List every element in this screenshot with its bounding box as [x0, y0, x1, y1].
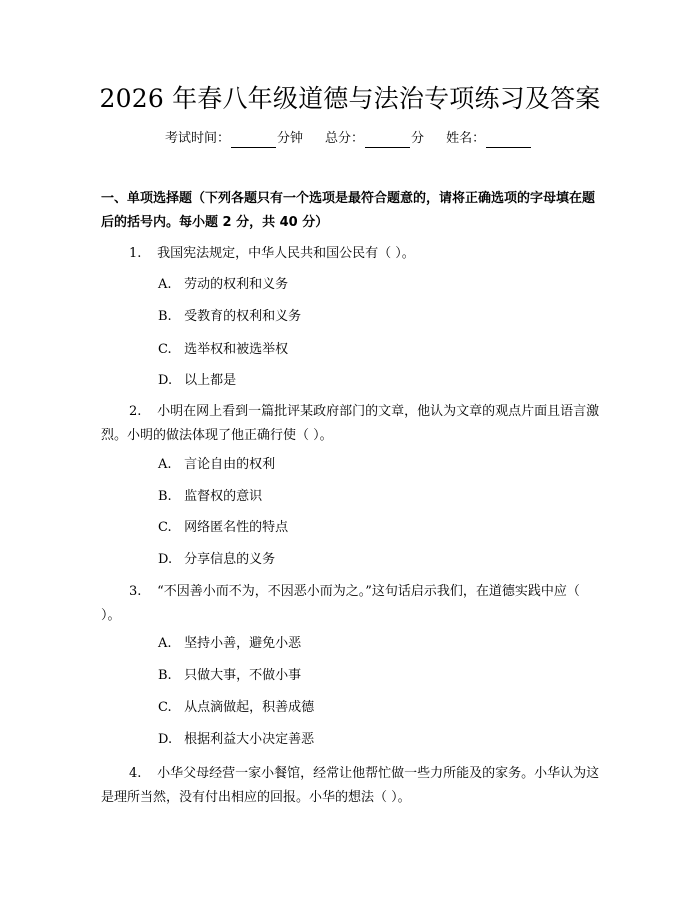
- question-3-option-a: [158, 634, 578, 654]
- question-2-option-c: [158, 518, 578, 538]
- option-text: 言论自由的权利: [184, 457, 276, 472]
- question-1-option-b: [158, 307, 578, 327]
- option-text: 选举权和被选举权: [184, 342, 289, 357]
- question-3-option-d: [158, 730, 578, 750]
- option-letter: A.: [158, 457, 172, 472]
- question-4: [101, 762, 601, 810]
- question-2: [101, 400, 601, 448]
- question-text: 我国宪法规定，中华人民共和国公民有（ ）。: [157, 246, 415, 261]
- option-text: 劳动的权利和义务: [184, 277, 289, 292]
- exam-time-label: 考试时间：: [165, 131, 231, 146]
- section-heading: 一、单项选择题（下列各题只有一个选项是最符合题意的，请将正确选项的字母填在题后的括号内。每小题 2 分，共 40 分）: [101, 191, 596, 230]
- option-letter: B.: [158, 309, 172, 324]
- option-text: 坚持小善，避免小恶: [184, 636, 302, 651]
- exam-time-field: [165, 130, 303, 148]
- question-text: “不因善小而不为，不因恶小而为之。”这句话启示我们，在道德实践中应（ ）。: [101, 584, 580, 623]
- option-text: 监督权的意识: [184, 489, 263, 504]
- question-2-option-a: [158, 455, 578, 475]
- total-score-unit: 分: [411, 131, 425, 146]
- option-letter: D.: [158, 732, 173, 747]
- question-1-option-c: [158, 340, 578, 360]
- option-text: 网络匿名性的特点: [184, 520, 289, 535]
- question-3-option-b: [158, 666, 578, 686]
- question-1: [101, 242, 601, 266]
- total-score-label: 总分：: [325, 131, 365, 146]
- question-3: [101, 580, 601, 628]
- option-letter: A.: [158, 277, 172, 292]
- question-1-option-a: [158, 275, 578, 295]
- question-2-option-b: [158, 487, 578, 507]
- student-name-label: 姓名：: [446, 131, 486, 146]
- question-text: 小华父母经营一家小餐馆，经常让他帮忙做一些力所能及的家务。小华认为这是理所当然，没有付出相应的回报。小华的想法（ ）。: [101, 766, 600, 805]
- question-number: 2.: [129, 404, 142, 419]
- option-letter: B.: [158, 489, 172, 504]
- total-score-field: [325, 130, 424, 148]
- document-title: 2026 年春八年级道德与法治专项练习及答案: [99, 84, 601, 113]
- question-text: 小明在网上看到一篇批评某政府部门的文章，他认为文章的观点片面且语言激烈。小明的做法体现了他正确行使（ ）。: [101, 404, 600, 443]
- exam-time-unit: 分钟: [277, 131, 304, 146]
- question-2-option-d: [158, 550, 578, 570]
- student-name-blank: [486, 133, 531, 148]
- option-letter: C.: [158, 520, 172, 535]
- option-letter: C.: [158, 342, 172, 357]
- option-text: 根据利益大小决定善恶: [184, 732, 315, 747]
- option-text: 只做大事，不做小事: [184, 668, 302, 683]
- exam-time-blank: [231, 133, 276, 148]
- question-number: 4.: [129, 766, 142, 781]
- option-text: 以上都是: [184, 373, 237, 388]
- question-number: 3.: [129, 584, 142, 599]
- option-letter: C.: [158, 700, 172, 715]
- question-1-option-d: [158, 371, 578, 391]
- student-name-field: [446, 130, 532, 148]
- question-3-option-c: [158, 698, 578, 718]
- total-score-blank: [365, 133, 410, 148]
- option-text: 从点滴做起，积善成德: [184, 700, 315, 715]
- option-text: 受教育的权利和义务: [184, 309, 302, 324]
- question-number: 1.: [129, 246, 142, 261]
- option-text: 分享信息的义务: [184, 552, 276, 567]
- exam-meta: [165, 130, 585, 148]
- option-letter: D.: [158, 373, 173, 388]
- option-letter: A.: [158, 636, 172, 651]
- option-letter: B.: [158, 668, 172, 683]
- option-letter: D.: [158, 552, 173, 567]
